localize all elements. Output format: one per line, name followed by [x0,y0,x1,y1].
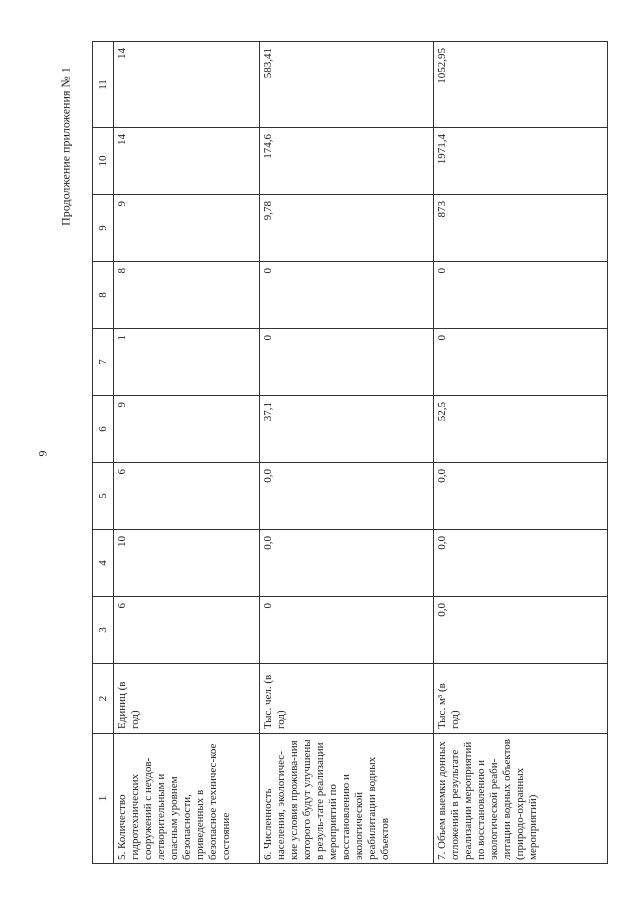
column-number: 9 [93,195,114,262]
column-number: 5 [93,463,114,530]
table-row [434,42,608,864]
value-cell: 1971,4 [434,128,608,195]
column-number: 7 [93,329,114,396]
value-cell: 14 [114,42,260,128]
value-cell: 0,0 [434,597,608,664]
value-cell: 6 [114,463,260,530]
value-cell: 37,1 [260,396,434,463]
value-cell: 0 [434,329,608,396]
value-cell: 0 [260,597,434,664]
value-cell: 174,6 [260,128,434,195]
value-cell: 10 [114,530,260,597]
value-cell: 52,5 [434,396,608,463]
unit-cell: Единиц (в год) [114,664,260,734]
column-number: 2 [93,664,114,734]
value-cell: 873 [434,195,608,262]
value-cell: 583,41 [260,42,434,128]
value-cell: 6 [114,597,260,664]
value-cell: 0 [434,262,608,329]
value-cell: 9,78 [260,195,434,262]
value-cell: 0 [260,329,434,396]
column-number: 4 [93,530,114,597]
table-row [114,42,260,864]
column-number-row [93,42,114,864]
value-cell: 0,0 [260,463,434,530]
value-cell: 0,0 [434,463,608,530]
value-cell: 14 [114,128,260,195]
unit-cell: Тыс. м³ (в год) [434,664,608,734]
appendix-title: Продолжение приложения № 1 [58,67,73,226]
indicator-cell: 5. Количество гидротехнических сооружений с неудов-летворительным и опасным уровнем безопасности, приведенных в безопасное техничес-кое состояние [114,734,260,864]
indicators-table [92,41,608,864]
table-row [260,42,434,864]
value-cell: 0,0 [434,530,608,597]
column-number: 6 [93,396,114,463]
value-cell: 0 [260,262,434,329]
value-cell: 1 [114,329,260,396]
unit-cell: Тыс. чел. (в год) [260,664,434,734]
column-number: 11 [93,42,114,128]
value-cell: 1052,95 [434,42,608,128]
column-number: 3 [93,597,114,664]
indicator-cell: 7. Объем выемки донных отложений в результате реализации мероприятий по восстановлению и экологической реаби-литации водных объектов (природо-охранных мероприятий) [434,734,608,864]
value-cell: 9 [114,195,260,262]
column-number: 8 [93,262,114,329]
column-number: 10 [93,128,114,195]
value-cell: 8 [114,262,260,329]
value-cell: 9 [114,396,260,463]
value-cell: 0,0 [260,530,434,597]
table-frame [92,42,608,864]
column-number: 1 [93,734,114,864]
indicator-cell: 6. Численность населения, экологичес-кие условия прожива-ния которого будут улучшены в резуль-тате реализации мероприятий по восстановлению и экологической реабилитации водных объектов [260,734,434,864]
page-number: 9 [35,450,50,457]
